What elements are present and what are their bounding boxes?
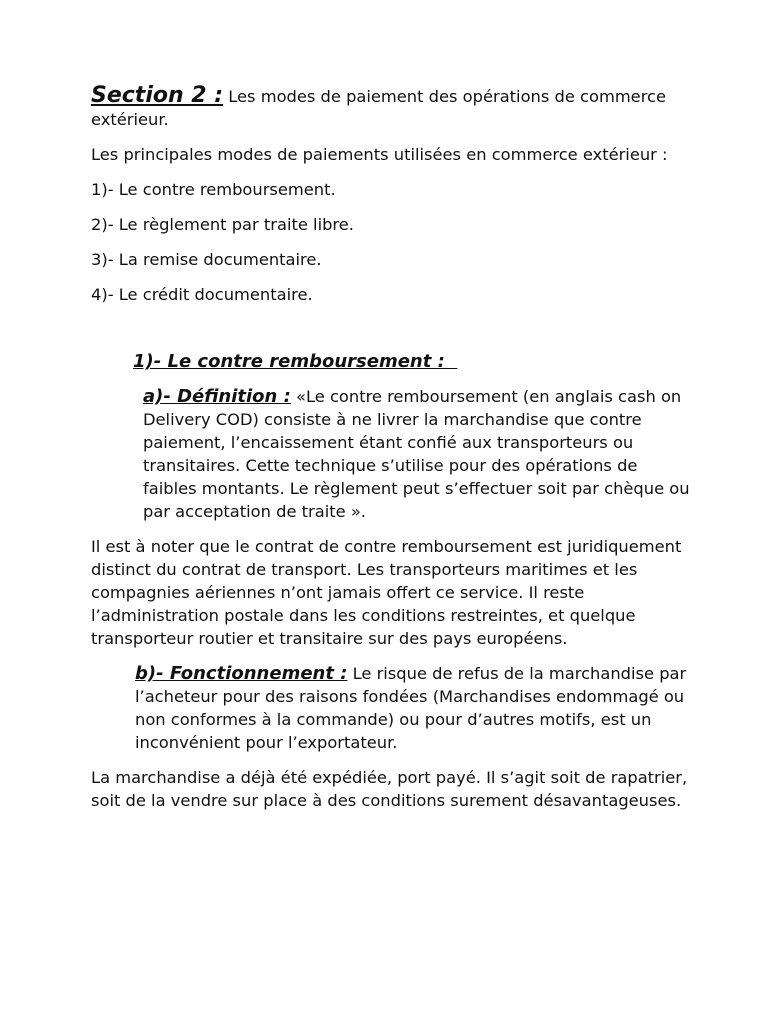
list-item: 2)- Le règlement par traite libre. [91,215,354,234]
heading-contre-remboursement [91,350,691,373]
intro-paragraph: Les principales modes de paiements utilisées en commerce extérieur : [91,145,668,164]
definition-label: a)- Définition : [143,386,291,407]
fonctionnement-text: Le risque de refus de la marchandise par l’acheteur pour des raisons fondées (Marchandises endommagé ou non conformes à la commande) ou pour d’autres motifs, est un inconvénient pour l’exportateur. [135,664,687,752]
definition-text: «Le contre remboursement (en anglais cash on Delivery COD) consiste à ne livrer la marchandise que contre paiement, l’encaissement étant confié aux transporteurs ou transitaires. Cette technique s’utilise pour des opérations de faibles montants. Le règlement peut s’effectuer soit par chèque ou par acceptation de traite ». [143,387,690,521]
definition-paragraph [91,385,691,523]
list-item: 3)- La remise documentaire. [91,250,322,269]
section-title: Section 2 : [91,83,224,108]
note-paragraph: Il est à noter que le contrat de contre remboursement est juridiquement distinct du contrat de transport. Les transporteurs maritimes et les compagnies aériennes n’ont jamais offert ce service. Il reste l’administration postale dans les conditions restreintes, et quelque transporteur routier et transitaire sur des pays européens. [91,537,682,648]
section-subtitle: Les modes de paiement des opérations de commerce extérieur. [91,87,666,129]
section-paragraph [91,84,691,131]
list-item: 4)- Le crédit documentaire. [91,285,313,304]
fonctionnement-label: b)- Fonctionnement : [135,663,348,684]
heading-text: 1)- Le contre remboursement : [133,351,458,372]
final-paragraph: La marchandise a déjà été expédiée, port payé. Il s’agit soit de rapatrier, soit de la vendre sur place à des conditions surement désavantageuses. [91,768,688,810]
list-item: 1)- Le contre remboursement. [91,180,336,199]
fonctionnement-paragraph [91,662,691,754]
document-page [91,84,691,824]
